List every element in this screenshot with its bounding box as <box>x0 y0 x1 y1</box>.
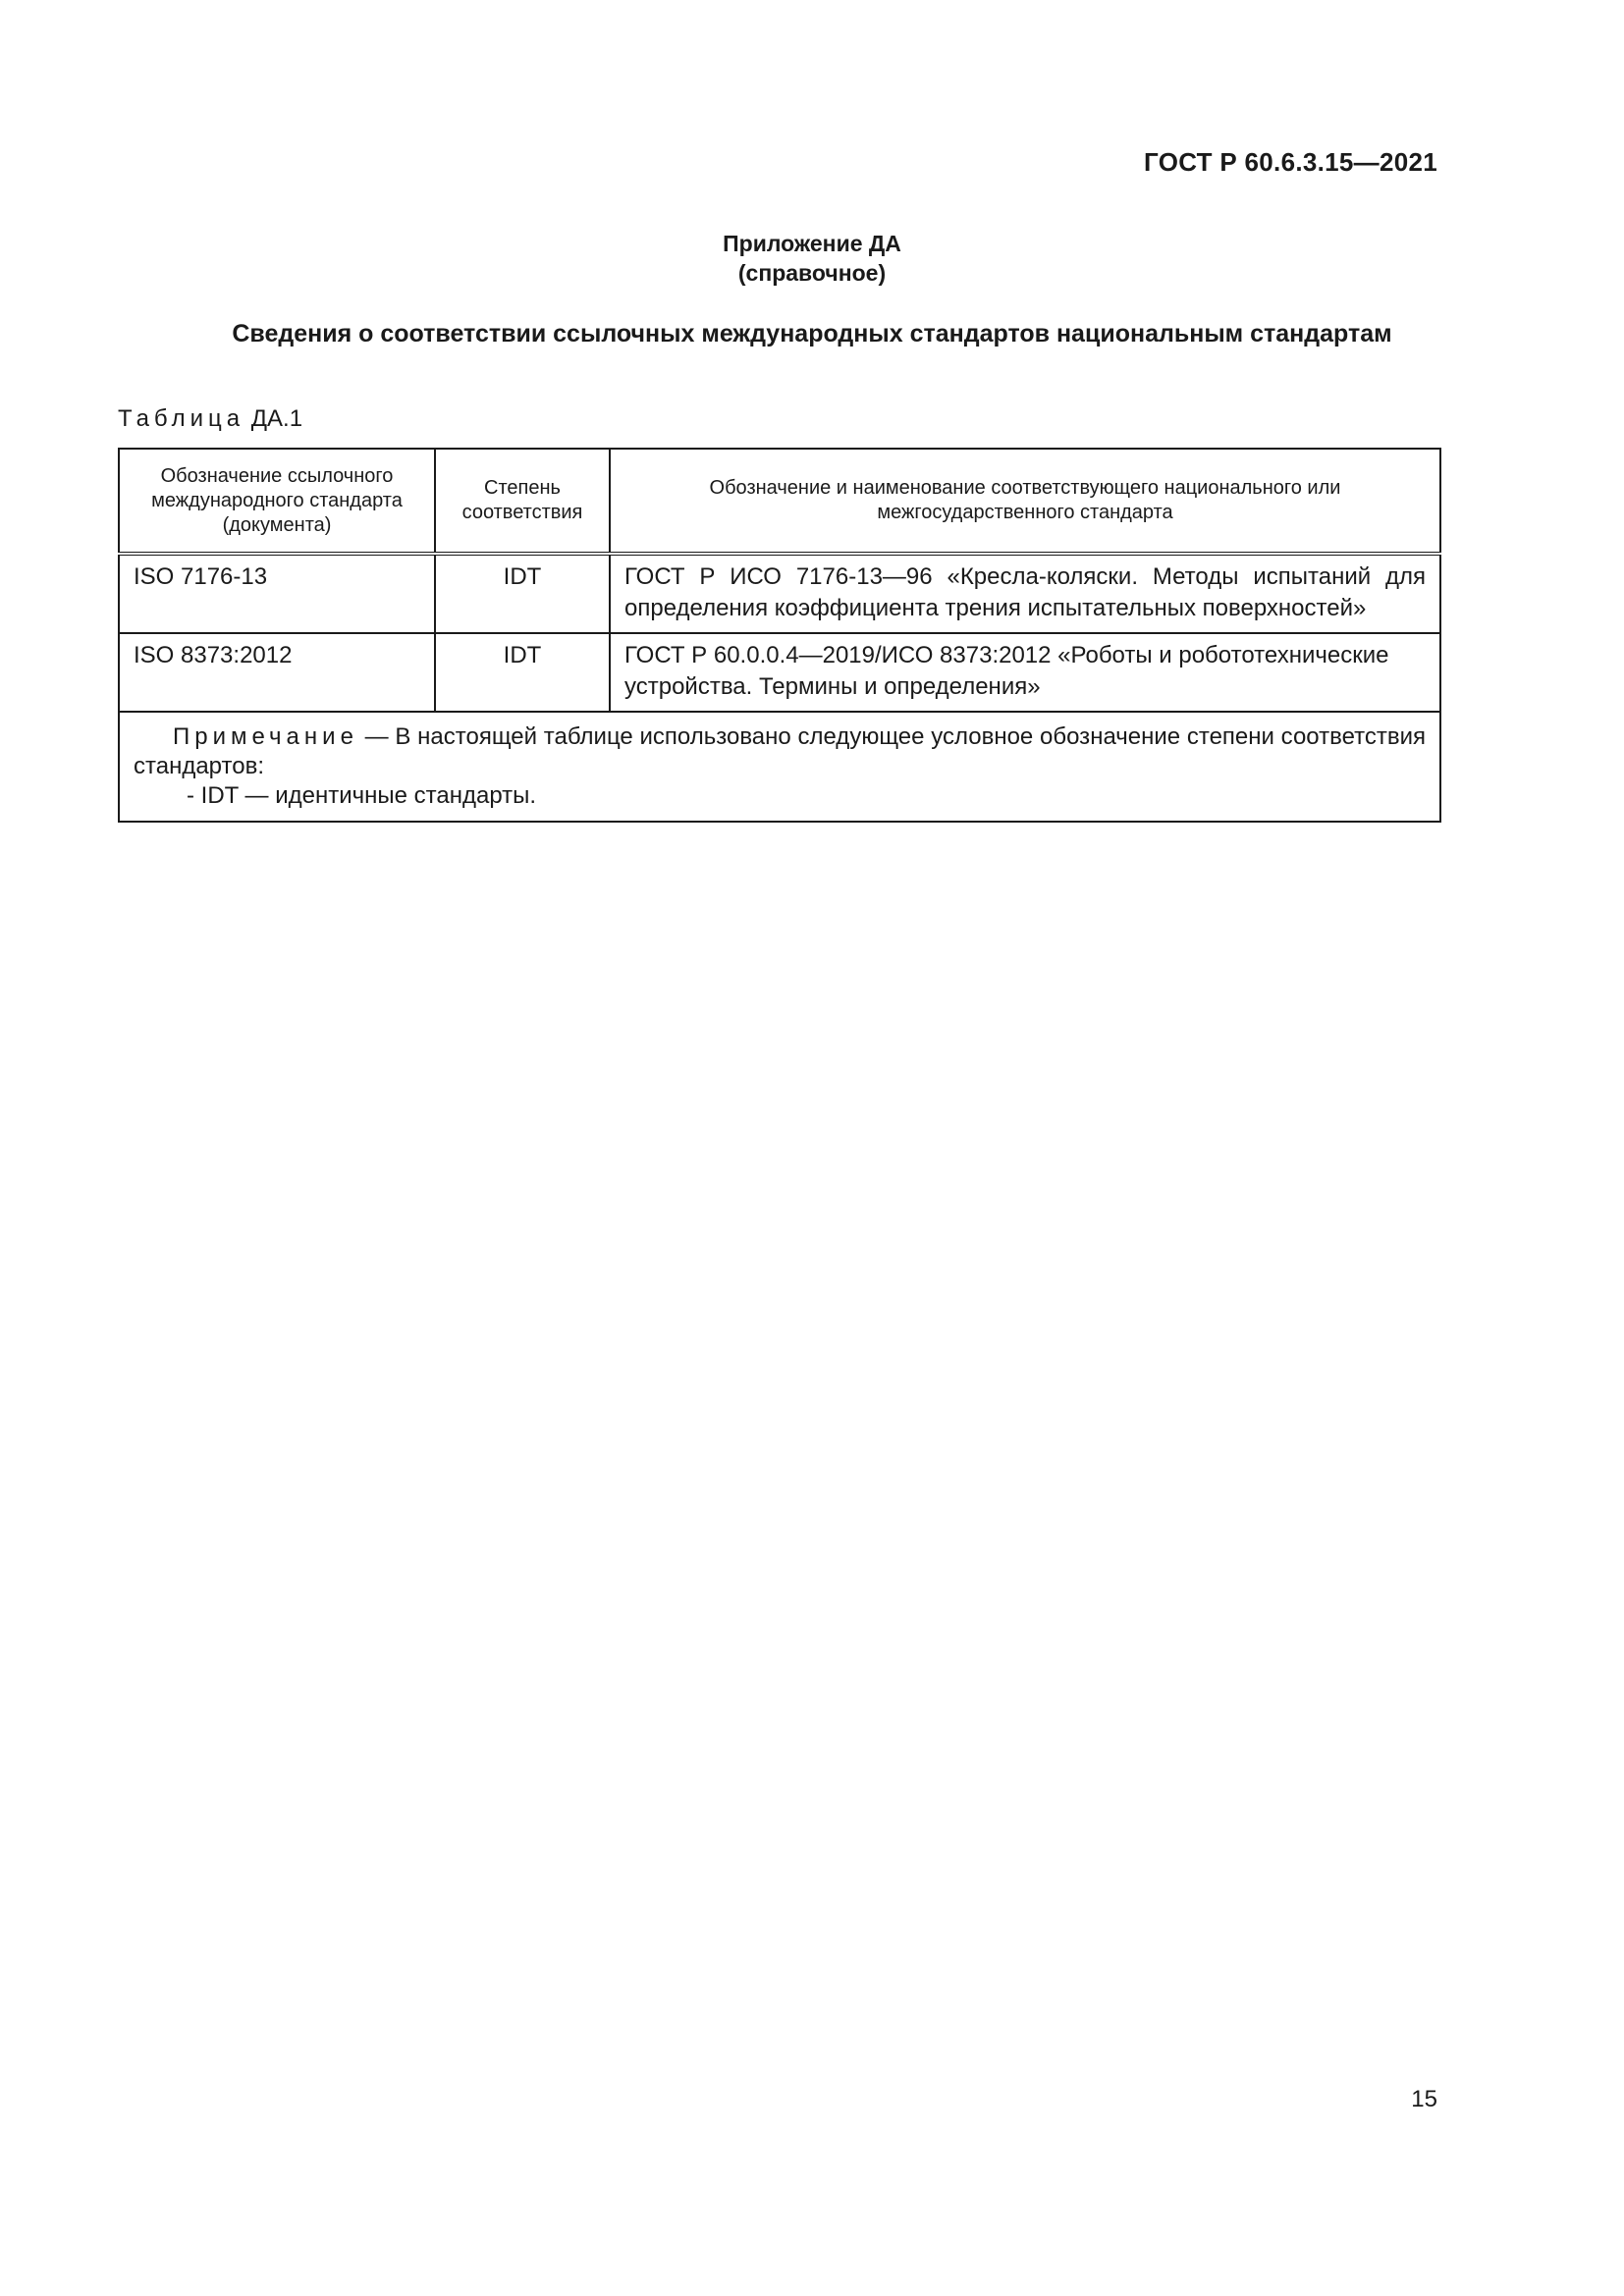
cell-reference-standard: ISO 7176-13 <box>119 554 435 633</box>
cell-reference-standard: ISO 8373:2012 <box>119 633 435 712</box>
header-national-standard: Обозначение и наименование соответствующего национального или межгосударственного стандарта <box>610 449 1440 554</box>
note-text: — В настоящей таблице использовано следующее условное обозначение степени соответствия стандартов: <box>134 723 1426 779</box>
standards-correspondence-table <box>118 448 1441 823</box>
annex-subtitle: (справочное) <box>737 260 887 286</box>
header-reference-standard: Обозначение ссылочного международного стандарта (документа) <box>119 449 435 554</box>
annex-heading <box>0 229 1624 288</box>
table-row <box>119 633 1440 712</box>
annex-title: Приложение ДА <box>723 231 901 256</box>
note-item: - IDT — идентичные стандарты. <box>187 782 537 809</box>
table-caption <box>118 405 302 433</box>
page-number: 15 <box>1411 2086 1437 2112</box>
table-row <box>119 554 1440 633</box>
table-header-row <box>119 449 1440 554</box>
cell-degree: IDT <box>435 633 610 712</box>
note-label: Примечание <box>173 723 358 750</box>
header-degree: Степень соответствия <box>435 449 610 554</box>
cell-national-standard: ГОСТ Р 60.0.0.4—2019/ИСО 8373:2012 «Роботы и робототехнические устройства. Термины и определения» <box>610 633 1440 712</box>
table-caption-number: ДА.1 <box>250 405 303 432</box>
table-caption-label: Таблица <box>118 405 245 432</box>
cell-degree: IDT <box>435 554 610 633</box>
table-note <box>119 712 1440 822</box>
table-note-row <box>119 712 1440 822</box>
cell-national-standard: ГОСТ Р ИСО 7176-13—96 «Кресла-коляски. Методы испытаний для определения коэффициента трения испытательных поверхностей» <box>610 554 1440 633</box>
section-title: Сведения о соответствии ссылочных международных стандартов национальным стандартам <box>232 320 1392 347</box>
document-designation: ГОСТ Р 60.6.3.15—2021 <box>1144 147 1437 177</box>
